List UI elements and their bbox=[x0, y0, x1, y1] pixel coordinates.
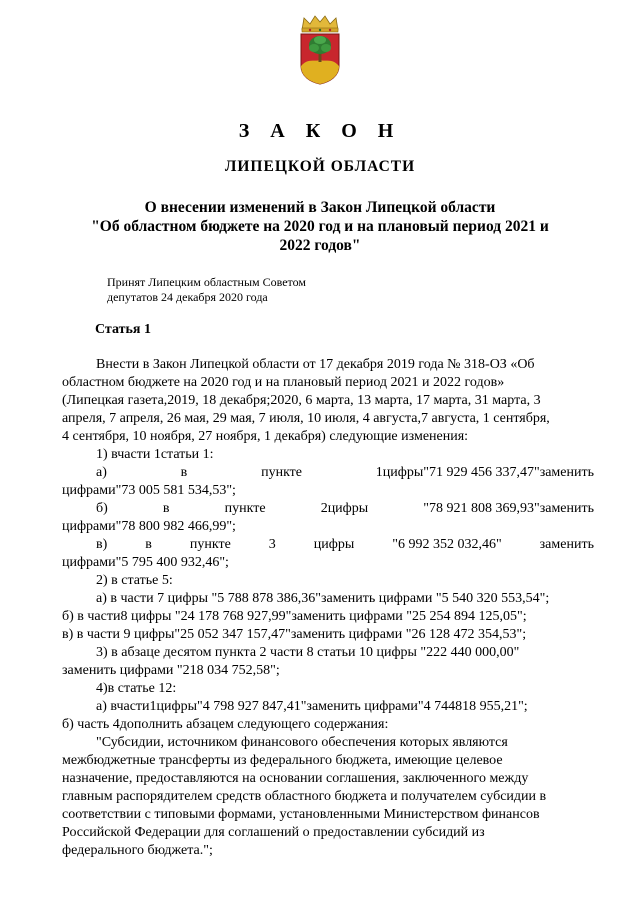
quote-line: назначение, предоставляются на основании соглашения, заключенного между bbox=[62, 771, 529, 786]
quote-line: соответствии с типовыми формами, установленными Министерством финансов bbox=[62, 807, 540, 822]
quote-line: федерального бюджета."; bbox=[62, 843, 213, 858]
item-2a: а) в части 7 цифры "5 788 878 386,36"заменить цифрами "5 540 320 553,54"; bbox=[96, 591, 550, 606]
intro-line: 4 сентября, 10 ноября, 27 ноября, 1 декабря) следующие изменения: bbox=[62, 429, 469, 444]
intro-line: (Липецкая газета,2019, 18 декабря;2020, 6 марта, 13 марта, 17 марта, 31 марта, 3 bbox=[62, 393, 541, 408]
item-1b-cont: цифрами"78 800 982 466,99"; bbox=[62, 519, 236, 534]
item-3: 3) в абзаце десятом пункта 2 части 8 статьи 10 цифры "222 440 000,00" bbox=[96, 645, 520, 660]
item-1: 1) вчасти 1статьи 1: bbox=[96, 447, 214, 462]
item-1c: в) в пункте 3 цифры "6 992 352 032,46" заменить bbox=[96, 537, 594, 552]
adoption-note bbox=[107, 275, 306, 305]
lipetsk-coat-of-arms-icon bbox=[296, 14, 344, 86]
item-4a: а) вчасти1цифры"4 798 927 847,41"заменить цифрами"4 744818 955,21"; bbox=[96, 699, 528, 714]
intro-line: областном бюджете на 2020 год и на плановый период 2021 и 2022 годов» bbox=[62, 375, 505, 390]
adoption-note-line: депутатов 24 декабря 2020 года bbox=[107, 290, 268, 304]
article-body bbox=[62, 356, 594, 860]
item-2b: б) в части8 цифры "24 178 768 927,99"заменить цифрами "25 254 894 125,05"; bbox=[62, 609, 527, 624]
document-type-heading: З А К О Н bbox=[238, 120, 402, 142]
intro-line: апреля, 7 апреля, 26 мая, 29 мая, 7 июля, 10 июля, 4 августа,7 августа, 1 сентября, bbox=[62, 411, 550, 426]
item-1b: б) в пункте 2цифры "78 921 808 369,93"заменить bbox=[96, 501, 594, 516]
law-title-line: "Об областном бюджете на 2020 год и на плановый период 2021 и bbox=[91, 218, 549, 235]
law-title-line: 2022 годов" bbox=[279, 237, 361, 254]
law-title-line: О внесении изменений в Закон Липецкой области bbox=[144, 199, 496, 216]
item-1a: а) в пункте 1цифры"71 929 456 337,47"заменить bbox=[96, 465, 594, 480]
quote-line: "Субсидии, источником финансового обеспечения которых являются bbox=[96, 735, 508, 750]
item-4b: б) часть 4дополнить абзацем следующего содержания: bbox=[62, 717, 389, 732]
item-2c: в) в части 9 цифры"25 052 347 157,47"заменить цифрами "26 128 472 354,53"; bbox=[62, 627, 527, 642]
item-4: 4)в статье 12: bbox=[96, 681, 177, 696]
item-2: 2) в статье 5: bbox=[96, 573, 173, 588]
intro-line: Внести в Закон Липецкой области от 17 декабря 2019 года № 318-ОЗ «Об bbox=[96, 357, 535, 372]
item-3-cont: заменить цифрами "218 034 752,58"; bbox=[62, 663, 280, 678]
adoption-note-line: Принят Липецким областным Советом bbox=[107, 275, 306, 289]
item-1c-cont: цифрами"5 795 400 932,46"; bbox=[62, 555, 229, 570]
item-1a-cont: цифрами"73 005 581 534,53"; bbox=[62, 483, 236, 498]
article-heading: Статья 1 bbox=[95, 322, 151, 337]
quote-line: Российской Федерации для соглашений о предоставлении субсидий из bbox=[62, 825, 485, 840]
quote-line: межбюджетные трансферты из федерального бюджета, имеющие целевое bbox=[62, 753, 503, 768]
law-title bbox=[40, 198, 600, 255]
quote-line: главным распорядителем средств областного бюджета и получателем субсидии в bbox=[62, 789, 547, 804]
region-heading: ЛИПЕЦКОЙ ОБЛАСТИ bbox=[224, 158, 416, 175]
